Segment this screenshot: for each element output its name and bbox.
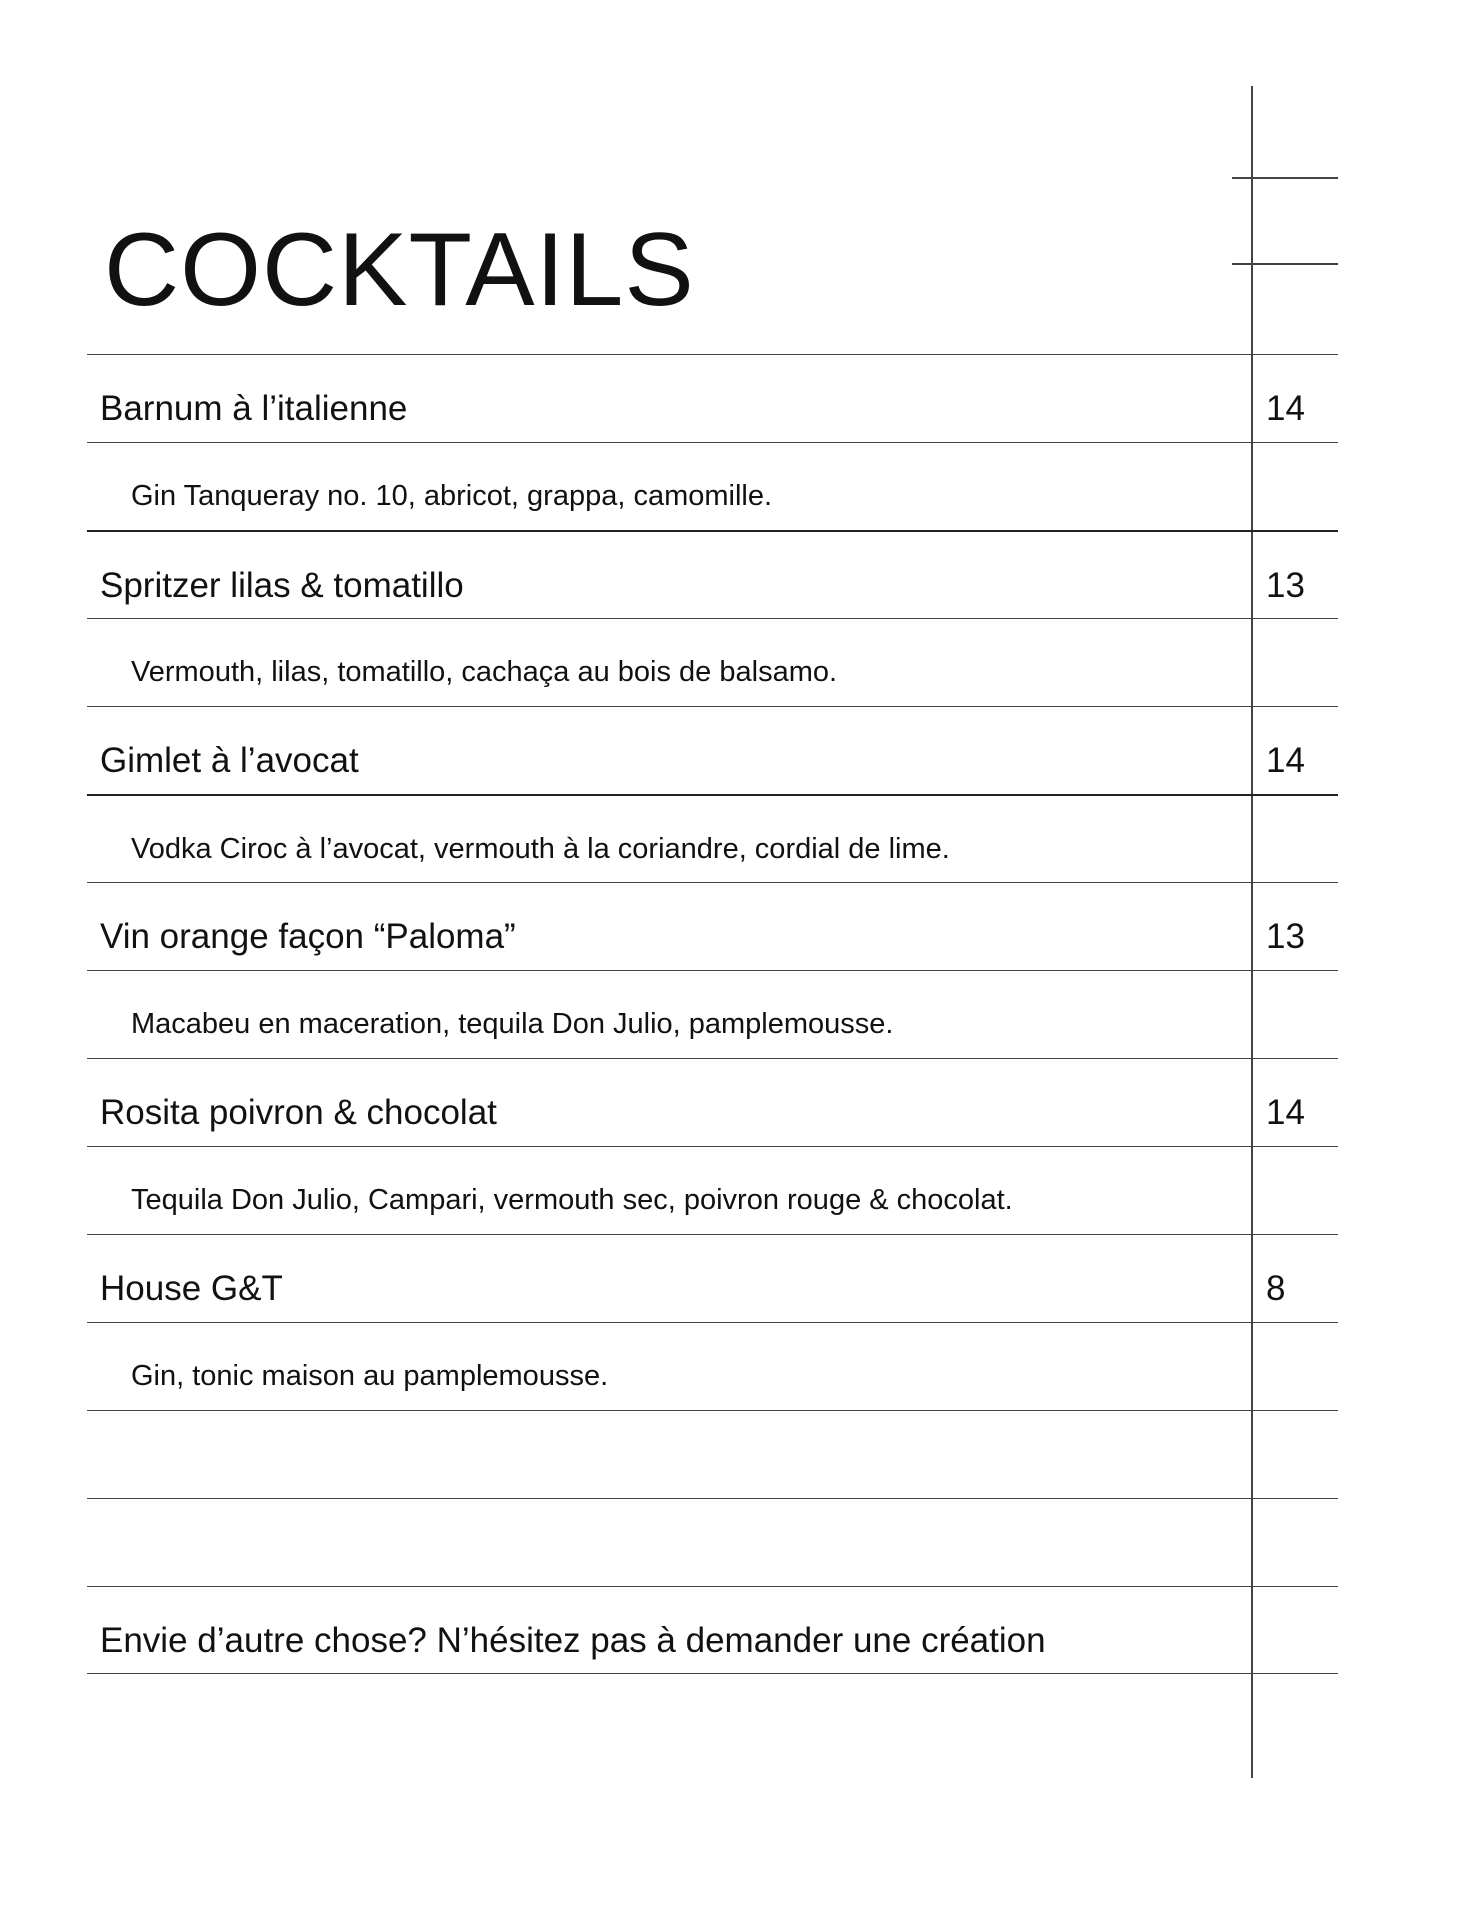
cocktail-price: 14 [1266,741,1305,780]
cocktail-name-row [87,882,1338,970]
cocktail-list [87,354,1338,1674]
header-rule [1232,263,1338,265]
cocktail-description-row [87,618,1338,706]
cocktail-price: 13 [1266,917,1305,956]
cocktail-description: Gin Tanqueray no. 10, abricot, grappa, camomille. [131,480,773,512]
cocktail-name-row [87,706,1338,794]
cocktail-description-row [87,970,1338,1058]
cocktail-description-row [87,794,1338,882]
cocktail-name: Gimlet à l’avocat [100,741,359,780]
cocktail-description: Macabeu en maceration, tequila Don Julio, pamplemousse. [131,1008,894,1040]
cocktail-description: Gin, tonic maison au pamplemousse. [131,1360,609,1392]
header-rule [1232,177,1338,179]
cocktail-description-row [87,1322,1338,1410]
cocktail-price: 13 [1266,566,1305,605]
cocktail-name-row [87,530,1338,618]
cocktail-name-row [87,354,1338,442]
cocktail-name: Vin orange façon “Paloma” [100,917,516,956]
cocktail-price: 8 [1266,1269,1286,1308]
cocktail-name: Spritzer lilas & tomatillo [100,566,464,605]
cocktail-price: 14 [1266,1093,1305,1132]
cocktail-description: Vermouth, lilas, tomatillo, cachaça au bois de balsamo. [131,656,838,688]
cocktail-name: Barnum à l’italienne [100,389,408,428]
footer-note: Envie d’autre chose? N’hésitez pas à demander une création [100,1621,1046,1660]
cocktail-name-row [87,1234,1338,1322]
cocktail-price: 14 [1266,389,1305,428]
cocktail-description-row [87,442,1338,530]
empty-row [87,1498,1338,1586]
cocktail-name: House G&T [100,1269,283,1308]
footer-row [87,1586,1338,1674]
page-title: COCKTAILS [104,212,695,328]
cocktail-description-row [87,1146,1338,1234]
empty-row [87,1410,1338,1498]
cocktail-name: Rosita poivron & chocolat [100,1093,497,1132]
cocktail-description: Vodka Ciroc à l’avocat, vermouth à la coriandre, cordial de lime. [131,833,950,865]
cocktail-name-row [87,1058,1338,1146]
cocktail-description: Tequila Don Julio, Campari, vermouth sec, poivron rouge & chocolat. [131,1184,1013,1216]
